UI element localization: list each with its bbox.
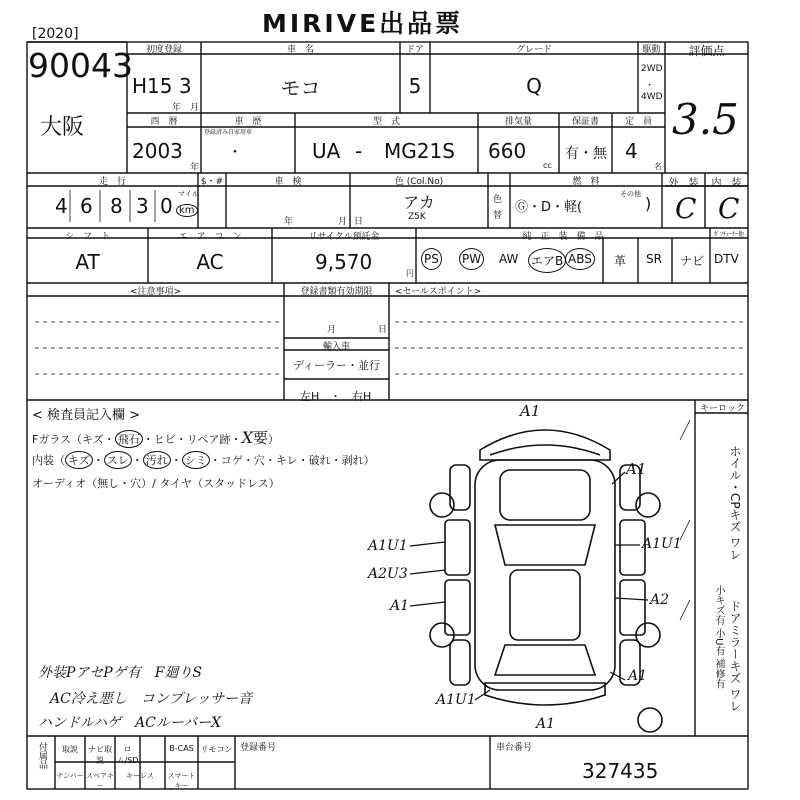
- first-reg-month-unit: 月: [190, 103, 200, 113]
- acc-manual: 取説: [62, 745, 78, 754]
- interior-scratch-circle: キズ: [65, 451, 93, 469]
- caution-label: <注意事項>: [129, 287, 182, 297]
- hand-note-2: AC冷え悪し コンプレッサー音: [50, 691, 253, 707]
- mark-top: A1: [520, 402, 541, 420]
- fuel-close: ): [645, 194, 652, 213]
- doors-value: 5: [408, 74, 422, 98]
- cc-unit: cc: [543, 161, 552, 170]
- inspection-year: 年: [284, 217, 294, 227]
- ext-value: C: [675, 192, 697, 225]
- grade-value: Q: [526, 74, 542, 98]
- location: 大阪: [40, 115, 85, 140]
- fuel-label: 燃 料: [572, 177, 600, 187]
- audio-line: オーディオ（無し・穴）/ タイヤ（スタッドレス）: [32, 477, 280, 490]
- side-note-2: ドアミラーキズ ワレ: [728, 600, 742, 712]
- mileage-label: 走 行: [98, 177, 126, 187]
- recycle-unit: 円: [406, 269, 414, 278]
- accessories-label: 付属品: [37, 742, 47, 769]
- first-reg-value: H15 3: [132, 74, 192, 98]
- mark-rear-left: A1U1: [436, 692, 476, 708]
- ac-label: エ ア コ ン: [178, 232, 242, 242]
- interior-prefix: 内装（: [32, 454, 65, 467]
- reg-day: 日: [378, 325, 388, 335]
- model-prefix: UA: [312, 139, 341, 163]
- model-dash: -: [355, 139, 363, 163]
- acc-navi-manual: ナビ取説: [88, 745, 112, 765]
- capacity-unit: 名: [654, 162, 662, 171]
- drive-dot: ・: [645, 81, 655, 91]
- import-dealer: ディーラー・並行: [292, 359, 381, 372]
- mileage-digit-2: 6: [80, 194, 93, 218]
- sales-label: <セールスポイント>: [395, 287, 482, 297]
- equip-ps-circle: PS: [421, 248, 442, 270]
- fuel-value: Ⓖ・D・軽(: [515, 200, 583, 215]
- warranty-value: 有・無: [565, 146, 607, 162]
- inspection-label: 車 検: [274, 177, 302, 187]
- mark-rear-right: A1: [628, 668, 648, 684]
- recycle-value: 9,570: [315, 250, 373, 274]
- glass-need: 要: [252, 429, 268, 447]
- cc-label: 排気量: [504, 117, 532, 127]
- model-label: 型 式: [372, 117, 400, 127]
- capacity-value: 4: [625, 139, 638, 163]
- mark-front-right: A1: [626, 460, 647, 478]
- chassis-value: 327435: [582, 759, 659, 783]
- mileage-unit-km-circle: km: [176, 204, 198, 217]
- color-change-2: 替: [493, 211, 503, 221]
- equip-pw-circle: PW: [459, 248, 484, 270]
- import-label: 輸入車: [322, 342, 350, 352]
- color-change-1: 色: [493, 195, 503, 205]
- drive-2wd: 2WD: [641, 64, 663, 74]
- mileage-digit-3: 8: [110, 194, 123, 218]
- inspection-day: 日: [354, 217, 364, 227]
- capacity-label: 定 員: [624, 117, 652, 127]
- swap-label: $・#: [200, 177, 224, 187]
- int-label: 内 装: [711, 178, 742, 189]
- hand-note-1: 外装PアセPゲ有 F廻りS: [38, 665, 203, 681]
- drive-label: 駆動: [642, 45, 661, 55]
- drive-4wd: 4WD: [641, 92, 663, 102]
- acc-rom-sd: ロム/SD: [116, 745, 139, 765]
- mileage-digit-1: 4: [55, 194, 68, 218]
- equip-label: 純 正 装 備 品: [522, 232, 604, 242]
- acc-remote: リモコン: [200, 745, 233, 754]
- glass-prefix: Fガラス（キズ・: [32, 433, 115, 446]
- side-note-1: ホイル・CPキズ ワレ: [728, 445, 742, 561]
- inspection-header: < 検査員記入欄 >: [32, 408, 141, 423]
- mileage-digit-5: 0: [160, 194, 173, 218]
- history-value: ・: [228, 145, 242, 161]
- equip-leather: 革: [614, 254, 627, 268]
- shift-label: シ フ ト: [64, 232, 110, 242]
- glass-x: X: [241, 428, 253, 447]
- rating-value: 3.5: [672, 95, 739, 144]
- hand-note-3: ハンドルハゲ ACルーバーX: [38, 715, 222, 731]
- year-tag: [2020]: [32, 26, 79, 42]
- mileage-unit-mile: マイル: [178, 190, 199, 198]
- year-unit: 年: [190, 163, 200, 173]
- grade-label: グレード: [515, 45, 552, 55]
- cc-value: 660: [488, 139, 527, 163]
- first-reg-year-unit: 年: [172, 103, 182, 113]
- equip-aw: AW: [499, 252, 519, 266]
- mark-left-mid: A2U3: [368, 566, 408, 582]
- glass-stone-circle: 飛石: [115, 430, 143, 448]
- acc-keyless: キーレス: [126, 772, 154, 780]
- mileage-digit-4: 3: [136, 194, 149, 218]
- acc-plate: ナンバー: [56, 772, 84, 780]
- reg-month: 月: [327, 325, 337, 335]
- int-value: C: [718, 192, 740, 225]
- equip-sunroof: SR: [646, 252, 662, 266]
- doors-label: ドア: [406, 45, 424, 55]
- reg-no-label: 登録番号: [240, 743, 277, 753]
- chassis-label: 車台番号: [496, 743, 533, 753]
- key-lock-label: キーロック: [700, 404, 745, 414]
- import-handle-right: 右H: [352, 390, 372, 403]
- shift-value: AT: [75, 250, 100, 274]
- recycle-label: リサイクル預託金: [308, 232, 380, 242]
- glass-suffix: ・ヒビ・リペア跡・: [142, 433, 242, 446]
- history-label: 車 歴: [234, 117, 262, 127]
- lot-number: 90043: [28, 46, 133, 85]
- color-label: 色 (Col.No): [394, 177, 444, 187]
- mark-left-lower: A1: [390, 598, 410, 614]
- equip-navi: ナビ: [680, 254, 705, 268]
- car-name-value: モコ: [280, 76, 321, 100]
- interior-dirt-circle: 汚れ: [143, 451, 171, 469]
- mark-bottom: A1: [536, 716, 556, 732]
- interior-scuff-circle: スレ: [104, 451, 132, 469]
- sheet-title: MIRIVE出品票: [262, 9, 464, 38]
- mark-right-lower: A2: [650, 592, 670, 608]
- mark-right-upper: A1U1: [642, 536, 682, 552]
- first-reg-label: 初度登録: [145, 45, 182, 55]
- equip-abs-circle: ABS: [565, 248, 595, 270]
- year-value: 2003: [132, 139, 183, 163]
- fuel-other: その他: [620, 190, 641, 198]
- equip-airbag-circle: エアB: [528, 248, 566, 273]
- acc-spare-key: スペアキー: [86, 772, 114, 790]
- ext-label: 外 装: [668, 178, 699, 189]
- car-name-label: 車 名: [286, 45, 314, 55]
- tv-value: DTV: [714, 252, 739, 266]
- year-label: 西 暦: [150, 117, 178, 127]
- reg-deadline-label: 登録書類有効期限: [300, 287, 373, 297]
- ac-value: AC: [196, 250, 224, 274]
- acc-bcas: B-CAS: [169, 744, 194, 753]
- interior-stain-circle: シミ: [182, 451, 210, 469]
- import-handle-left: 左H: [300, 390, 320, 403]
- history-sub: 登録済み自家用車: [204, 129, 253, 136]
- interior-line: 内装（ キズ ・ スレ ・ 汚れ ・ シミ ・コゲ・穴・キレ・破れ・剥れ）: [32, 451, 375, 469]
- model-code: MG21S: [384, 139, 455, 163]
- side-note-3: 小キズ有 小U有 補修有: [713, 585, 724, 689]
- color-code: Z5K: [408, 212, 426, 222]
- color-value: アカ: [403, 193, 435, 212]
- warranty-label: 保証書: [571, 117, 599, 127]
- import-dot: ・: [330, 390, 341, 403]
- rating-label: 評価点: [688, 44, 725, 58]
- inspection-month: 月: [338, 217, 348, 227]
- acc-smart-key: スマートキー: [167, 772, 196, 790]
- glass-close: ）: [267, 433, 279, 446]
- mark-left-upper: A1U1: [368, 538, 408, 554]
- interior-suffix: ・コゲ・穴・キレ・破れ・剥れ）: [209, 454, 375, 467]
- tv-label: ｶﾞｿﾁｭｰﾅｰ他: [713, 231, 744, 238]
